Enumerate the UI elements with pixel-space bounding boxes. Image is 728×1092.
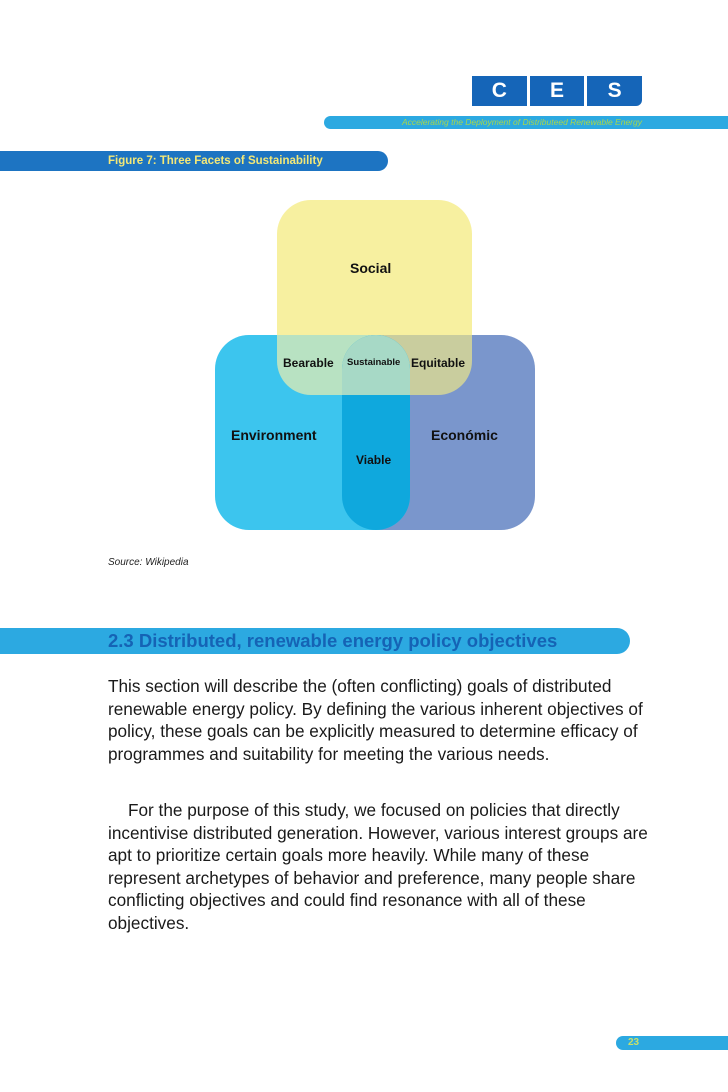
label-economic: Económic <box>431 427 498 443</box>
label-sustainable: Sustainable <box>347 357 401 368</box>
page-number: 23 <box>628 1037 640 1048</box>
figure-caption: Figure 7: Three Facets of Sustainability <box>108 155 323 167</box>
paragraph-2: For the purpose of this study, we focused on policies that directly incentivise distributed generation. However, various interest groups are apt to prioritize certain goals more heavily. While many of these represent archetypes of behavior and preference, many people share conflicting objectives and could find resonance with all of these objectives. <box>108 800 648 933</box>
paragraph-1: This section will describe the (often conflicting) goals of distributed renewable energy policy. By defining the various inherent objectives of policy, these goals can be explicitly measured to determine efficacy of programmes and suitability for meeting the various needs. <box>108 676 643 764</box>
label-social: Social <box>350 260 392 276</box>
logo-letter-s: S <box>584 76 642 106</box>
section-title: 2.3 Distributed, renewable energy policy objectives <box>108 630 558 651</box>
header-tagline: Accelerating the Deployment of Distributeed Renewable Energy <box>401 117 642 127</box>
logo-letter-e: E <box>527 76 585 106</box>
page-number-bar <box>616 1036 728 1050</box>
label-equitable: Equitable <box>411 356 466 370</box>
label-bearable: Bearable <box>283 356 334 370</box>
label-viable: Viable <box>356 453 392 467</box>
label-environment: Environment <box>231 427 317 443</box>
logo-letter-c: C <box>491 79 507 102</box>
section-header-bar <box>0 628 630 654</box>
figure-source: Source: Wikipedia <box>108 557 189 568</box>
